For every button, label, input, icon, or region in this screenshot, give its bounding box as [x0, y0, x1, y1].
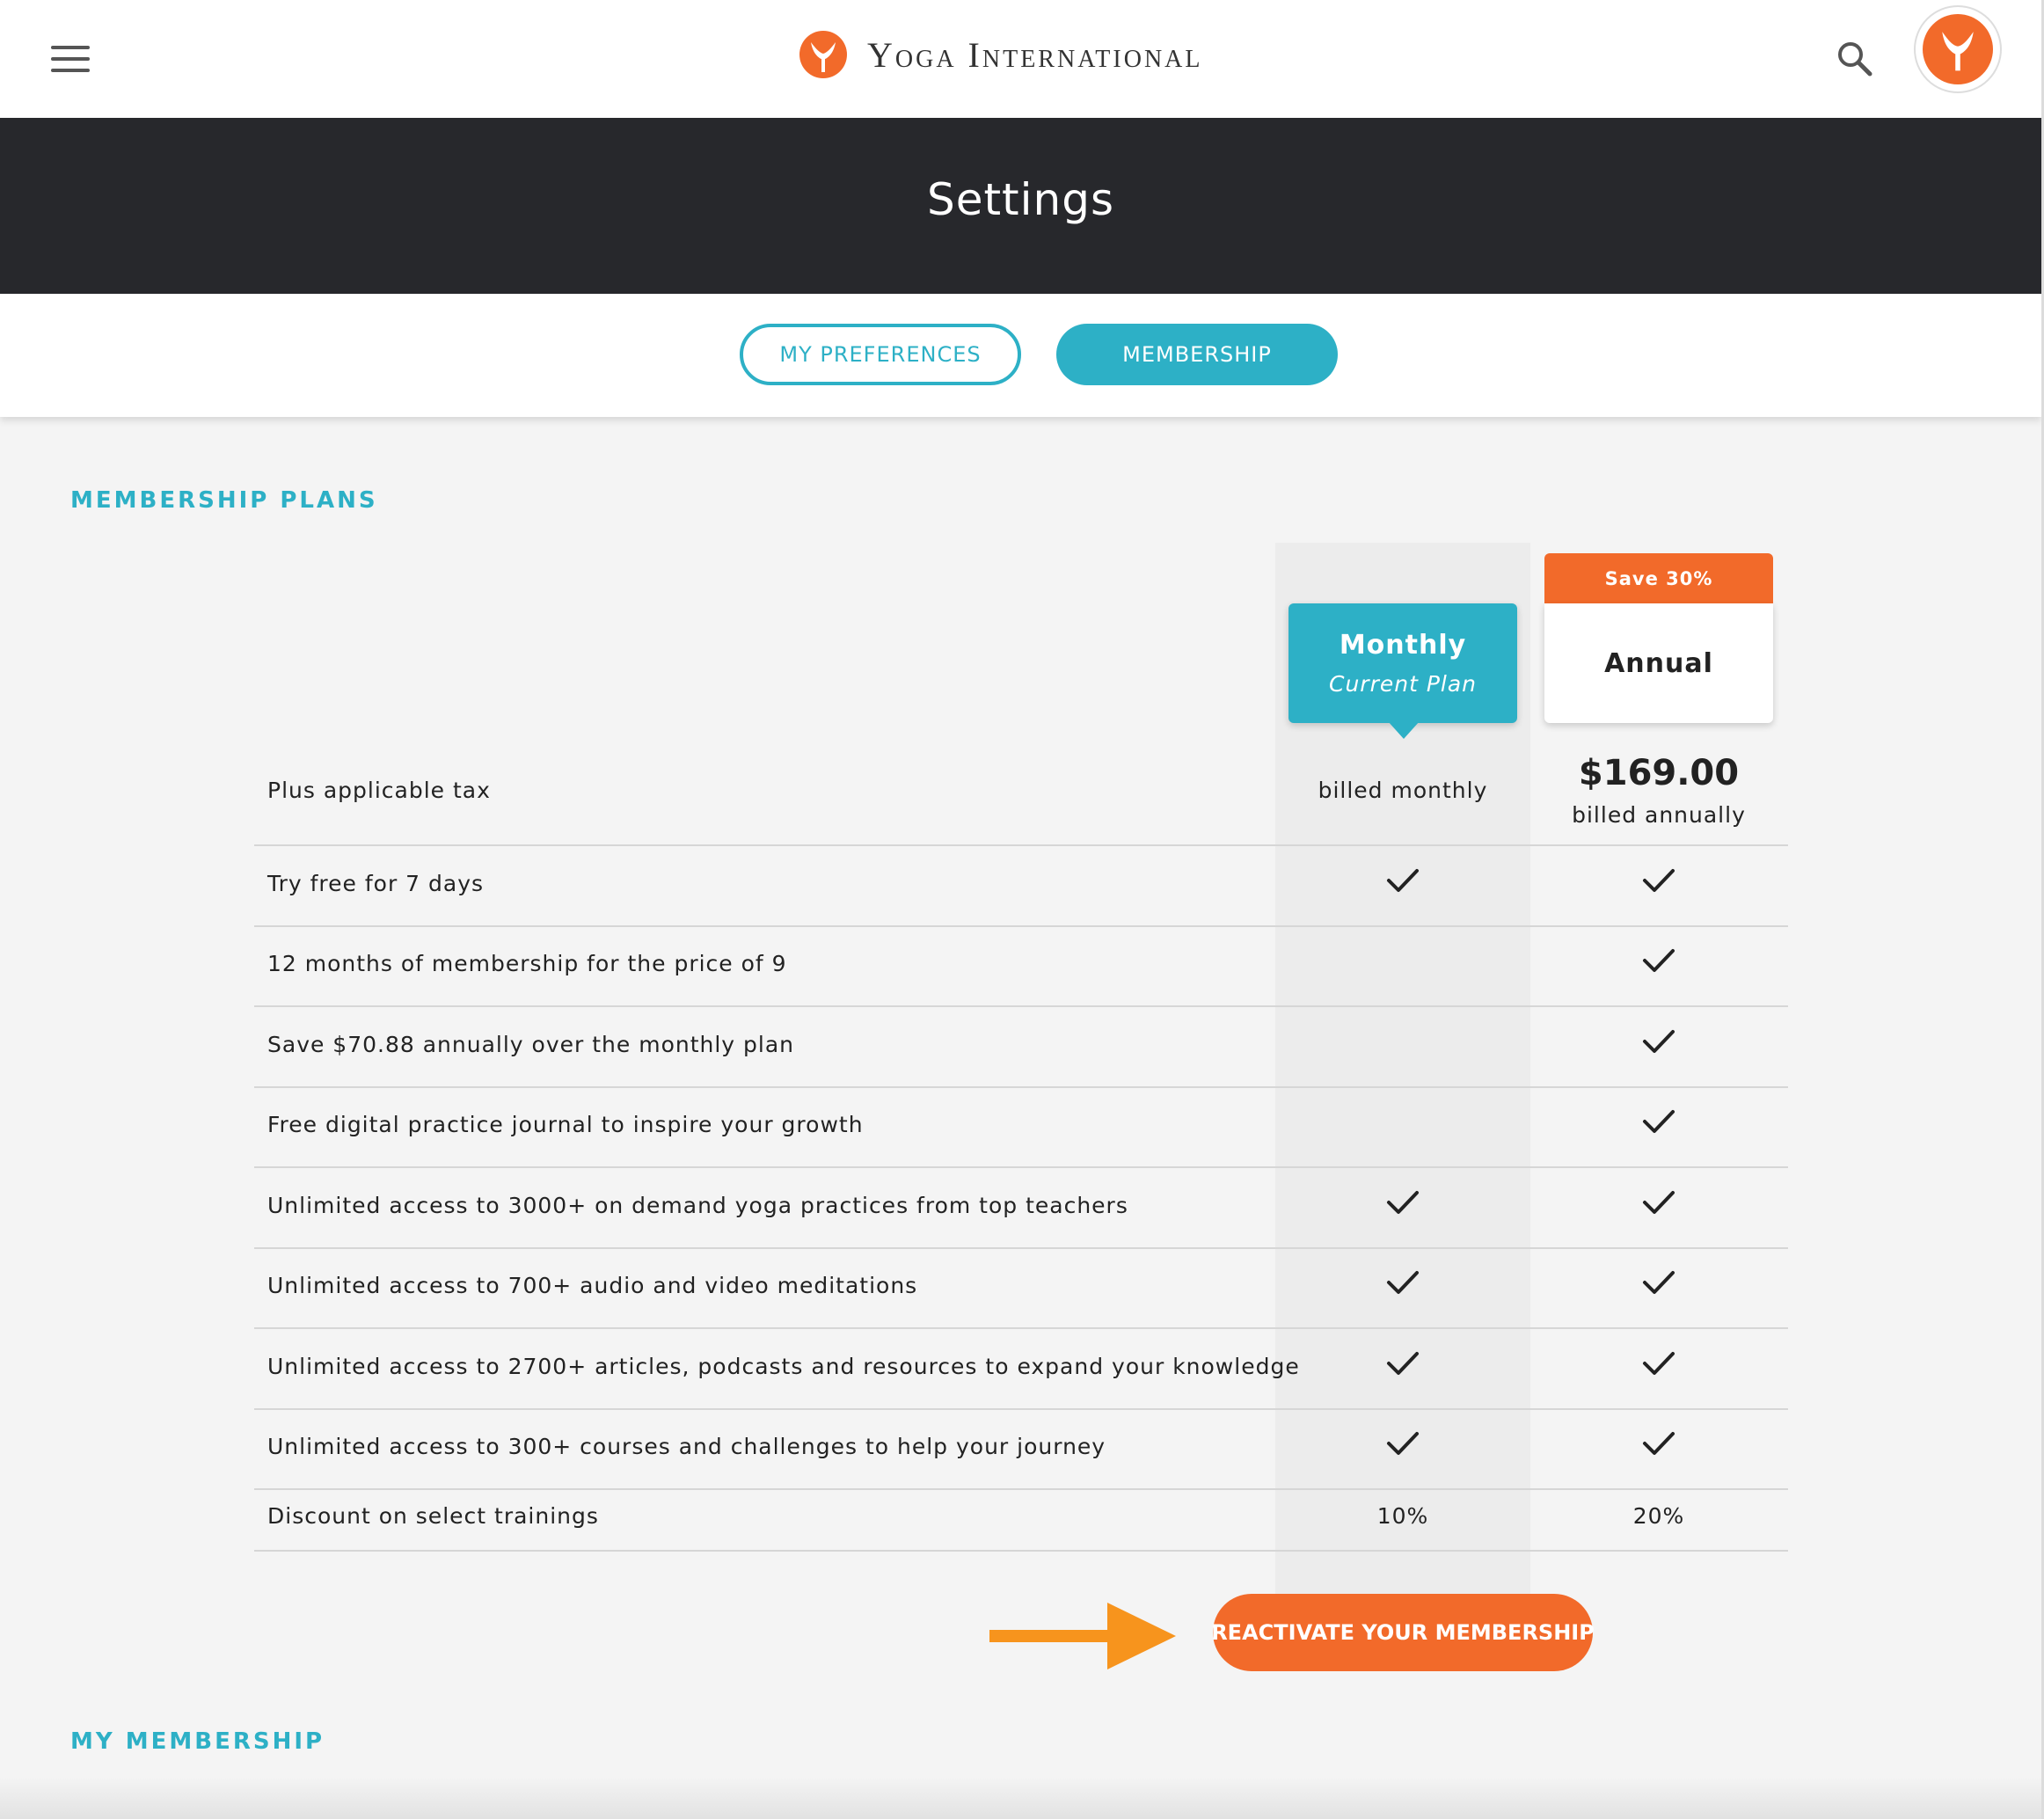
feature-label: Save $70.88 annually over the monthly plan [267, 1031, 795, 1057]
checkmark-icon [1386, 1189, 1420, 1216]
row-divider [254, 1488, 1788, 1490]
feature-label: Try free for 7 days [267, 870, 485, 896]
tab-my-preferences[interactable]: MY PREFERENCES [740, 324, 1021, 385]
row-divider [254, 1086, 1788, 1088]
row-divider [254, 1005, 1788, 1007]
checkmark-icon [1386, 1430, 1420, 1457]
settings-tabs [0, 294, 2041, 417]
row-divider [254, 925, 1788, 927]
page-title: Settings [926, 174, 1115, 225]
checkmark-icon [1386, 1350, 1420, 1377]
price-row-label: Plus applicable tax [267, 778, 491, 803]
avatar[interactable] [1914, 5, 2002, 93]
checkmark-icon [1642, 1269, 1675, 1296]
current-plan-pointer [1388, 721, 1420, 739]
reactivate-membership-button[interactable]: REACTIVATE YOUR MEMBERSHIP [1213, 1594, 1593, 1671]
row-divider [254, 1166, 1788, 1168]
yoga-international-logo-icon [799, 30, 848, 79]
checkmark-icon [1642, 1108, 1675, 1135]
top-navbar [0, 0, 2041, 118]
row-divider [254, 1247, 1788, 1249]
hamburger-menu-icon[interactable] [51, 46, 90, 72]
checkmark-icon [1642, 1028, 1675, 1055]
membership-plans-heading: MEMBERSHIP PLANS [70, 487, 378, 514]
checkmark-icon [1642, 1350, 1675, 1377]
annual-billing: billed annually [1572, 802, 1746, 828]
plan-card-monthly[interactable] [1288, 603, 1517, 723]
feature-label: Unlimited access to 700+ audio and video meditations [267, 1273, 918, 1299]
checkmark-icon [1386, 1269, 1420, 1296]
checkmark-icon [1386, 867, 1420, 894]
save-badge: Save 30% [1544, 553, 1773, 603]
discount-label: Discount on select trainings [267, 1503, 599, 1529]
yoga-international-logo-icon [1923, 14, 1993, 84]
monthly-billing: billed monthly [1318, 778, 1488, 803]
current-plan-label: Current Plan [1328, 671, 1478, 697]
row-divider [254, 844, 1788, 846]
plan-card-annual[interactable] [1544, 603, 1773, 723]
plan-name: Monthly [1339, 630, 1467, 661]
checkmark-icon [1642, 947, 1675, 974]
my-membership-heading: MY MEMBERSHIP [70, 1728, 325, 1755]
checkmark-icon [1642, 1189, 1675, 1216]
discount-value-annual: 20% [1632, 1503, 1685, 1529]
orange-arrow-icon [989, 1603, 1176, 1669]
feature-label: Unlimited access to 3000+ on demand yoga practices from top teachers [267, 1192, 1128, 1218]
feature-label: Unlimited access to 2700+ articles, podcasts and resources to expand your knowledge [267, 1353, 1300, 1379]
checkmark-icon [1642, 1430, 1675, 1457]
feature-label: Free digital practice journal to inspire your growth [267, 1112, 864, 1138]
row-divider [254, 1408, 1788, 1410]
feature-label: Unlimited access to 300+ courses and challenges to help your journey [267, 1434, 1106, 1460]
search-icon[interactable] [1835, 39, 1873, 77]
row-divider [254, 1327, 1788, 1329]
checkmark-icon [1642, 867, 1675, 894]
feature-label: 12 months of membership for the price of 9 [267, 951, 787, 977]
tab-membership[interactable]: MEMBERSHIP [1056, 324, 1338, 385]
row-divider [254, 1550, 1788, 1552]
discount-value-monthly: 10% [1376, 1503, 1429, 1529]
brand-logo[interactable] [799, 30, 1203, 79]
brand-name: Yoga International [867, 34, 1203, 75]
content-fade [0, 1777, 2041, 1819]
plan-name: Annual [1604, 647, 1713, 679]
annual-price: $169.00 [1578, 753, 1740, 793]
